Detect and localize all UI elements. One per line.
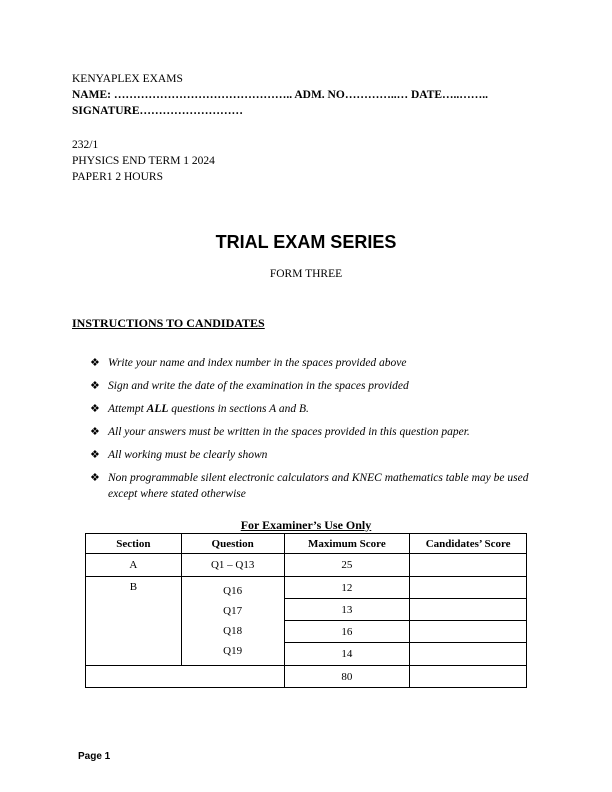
candidate-score-cell[interactable] [410, 577, 527, 599]
max-score-cell: 14 [284, 643, 410, 666]
signature-line [72, 103, 552, 119]
table-row [86, 554, 527, 577]
list-item: ❖ All your answers must be written in the spaces provided in this question paper. [90, 426, 470, 438]
candidate-score-cell[interactable] [410, 599, 527, 621]
signature-blank: ……………………… [139, 105, 244, 117]
list-item: ❖ Write your name and index number in the spaces provided above [90, 357, 407, 369]
max-score-cell: 12 [284, 577, 410, 599]
candidate-score-cell[interactable] [410, 643, 527, 666]
date-label: DATE [408, 89, 443, 101]
section-cell: B [86, 577, 182, 666]
school-name: KENYAPLEX EXAMS [72, 73, 183, 85]
table-header-row [86, 534, 527, 554]
paper-info [72, 137, 215, 185]
question-cell [181, 577, 284, 666]
name-label: NAME: [72, 89, 111, 101]
examiner-score-table [85, 533, 527, 688]
question-label: Q16 [223, 585, 243, 597]
instructions-list [90, 355, 545, 509]
bullet-diamond-icon: ❖ [90, 357, 100, 369]
list-item: ❖ Sign and write the date of the examination in the spaces provided [90, 380, 409, 392]
form-subtitle: FORM THREE [269, 268, 343, 280]
max-score-cell: 25 [284, 554, 410, 577]
subject-line: PHYSICS END TERM 1 2024 [72, 155, 215, 167]
page-title: TRIAL EXAM SERIES [215, 232, 397, 252]
list-item: ❖ Attempt ALL questions in sections A and B. [90, 403, 309, 415]
question-cell: Q1 – Q13 [181, 554, 284, 577]
paper-code: 232/1 [72, 139, 99, 151]
adm-blank: …………..… [344, 89, 409, 101]
list-item: ❖ Non programmable silent electronic calculators and KNEC mathematics table may be used except where stated otherwise [90, 472, 529, 500]
question-label: Q17 [223, 605, 243, 617]
question-label: Q19 [223, 645, 243, 657]
bullet-diamond-icon: ❖ [90, 380, 100, 392]
max-score-cell: 13 [284, 599, 410, 621]
exam-header [72, 71, 552, 119]
question-label: Q18 [223, 625, 243, 637]
examiner-use-heading: For Examiner’s Use Only [240, 518, 372, 532]
candidate-score-cell[interactable] [410, 621, 527, 643]
total-label-cell [86, 666, 285, 688]
candidate-details-line [72, 87, 552, 103]
table-total-row [86, 666, 527, 688]
name-blank: ……………………………………….. [110, 89, 295, 101]
adm-label: ADM. NO [294, 89, 345, 101]
page-number: Page 1 [78, 751, 111, 762]
bullet-diamond-icon: ❖ [90, 472, 100, 484]
column-header: Maximum Score [284, 534, 410, 554]
section-cell: A [86, 554, 182, 577]
candidate-score-cell[interactable] [410, 554, 527, 577]
bullet-diamond-icon: ❖ [90, 449, 100, 461]
column-header: Question [181, 534, 284, 554]
bullet-diamond-icon: ❖ [90, 426, 100, 438]
total-candidate-score-cell[interactable] [410, 666, 527, 688]
column-header: Candidates’ Score [410, 534, 527, 554]
total-max-score-cell: 80 [284, 666, 410, 688]
max-score-cell: 16 [284, 621, 410, 643]
column-header: Section [86, 534, 182, 554]
table-row [86, 577, 527, 599]
paper-duration: PAPER1 2 HOURS [72, 171, 163, 183]
bullet-diamond-icon: ❖ [90, 403, 100, 415]
list-item: ❖ All working must be clearly shown [90, 449, 268, 461]
signature-label: SIGNATURE [72, 105, 140, 117]
instructions-heading: INSTRUCTIONS TO CANDIDATES [72, 316, 265, 330]
date-blank: …..…….. [442, 89, 489, 101]
